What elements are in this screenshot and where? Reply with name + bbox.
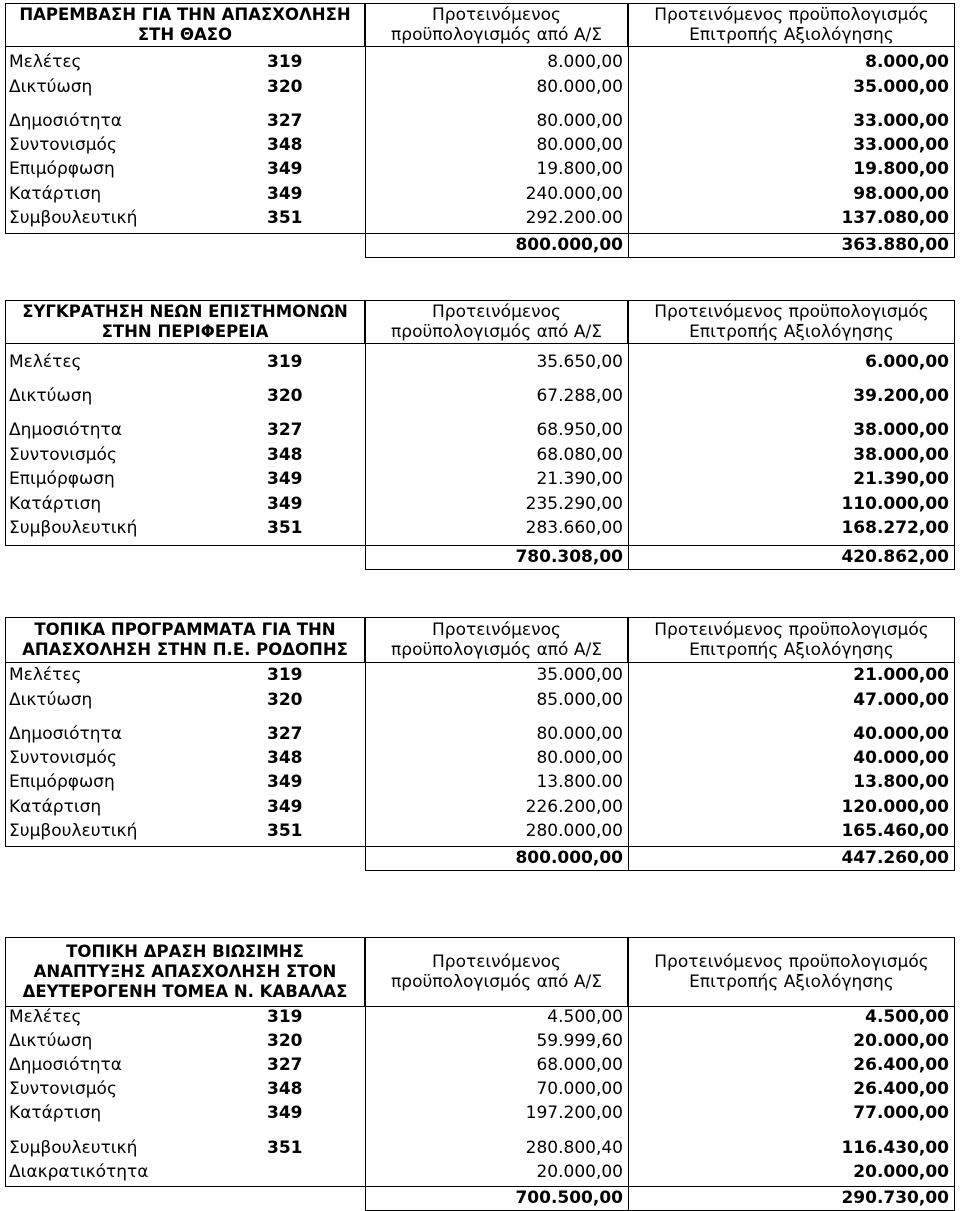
- row-committee-value: 77.000,00: [853, 1103, 949, 1123]
- row-committee-value: 20.000,00: [853, 1162, 949, 1182]
- row-code: 327: [267, 111, 303, 131]
- row-committee-value: 19.800,00: [853, 159, 949, 179]
- row-code: 349: [267, 772, 303, 792]
- table-row: [5, 1160, 955, 1184]
- row-code: 327: [267, 724, 303, 744]
- row-proposed-value: 35.650,00: [536, 352, 623, 372]
- total-proposed: 800.000,00: [515, 848, 623, 868]
- row-proposed-value: 19.800,00: [536, 159, 623, 179]
- col-committee-header-text: [654, 302, 928, 342]
- row-code: 320: [267, 386, 303, 406]
- col-committee-header: [628, 3, 955, 47]
- row-label: Μελέτες: [9, 665, 82, 685]
- row-committee-value: 40.000,00: [853, 724, 949, 744]
- row-code: 327: [267, 420, 303, 440]
- col-committee-header-text: [654, 952, 928, 992]
- row-committee-value: 33.000,00: [853, 135, 949, 155]
- section-title-text: [22, 620, 348, 660]
- col-proposed-header-line: προϋπολογισμός από Α/Σ: [391, 972, 602, 992]
- row-code: 320: [267, 690, 303, 710]
- row-proposed-value: 80.000,00: [536, 111, 623, 131]
- col-proposed-header-line: Προτεινόμενος: [432, 302, 561, 322]
- section-title-line: ΑΠΑΣΧΟΛΗΣΗ ΣΤΗΝ Π.Ε. ΡΟΔΟΠΗΣ: [22, 640, 348, 659]
- table-row: [5, 109, 955, 133]
- table-row: [5, 206, 955, 230]
- row-proposed-value: 13.800.00: [536, 772, 623, 792]
- col-proposed-header-text: [391, 952, 602, 992]
- row-committee-value: 137.080,00: [841, 208, 949, 228]
- row-proposed-value: 283.660,00: [525, 518, 623, 538]
- row-label: Συμβουλευτική: [9, 208, 138, 228]
- row-committee-value: 4.500,00: [865, 1007, 949, 1027]
- row-committee-value: 39.200,00: [853, 386, 949, 406]
- col-committee-header-line: Επιτροπής Αξιολόγησης: [689, 322, 894, 342]
- row-committee-value: 120.000,00: [841, 797, 949, 817]
- row-proposed-value: 68.950,00: [536, 420, 623, 440]
- col-committee-header-text: [654, 620, 928, 660]
- row-label: Μελέτες: [9, 52, 82, 72]
- total-committee: 290.730,00: [841, 1188, 949, 1208]
- section-title: [5, 3, 365, 47]
- row-committee-value: 35.000,00: [853, 77, 949, 97]
- table-row: [5, 50, 955, 74]
- row-code: 351: [267, 208, 303, 228]
- col-proposed-header-line: προϋπολογισμός από Α/Σ: [391, 322, 602, 342]
- table-row: [5, 75, 955, 99]
- row-committee-value: 8.000,00: [865, 52, 949, 72]
- col-proposed-header-text: [391, 5, 602, 45]
- row-proposed-value: 280.800,40: [525, 1138, 623, 1158]
- col-proposed-header-line: προϋπολογισμός από Α/Σ: [391, 25, 602, 45]
- row-code: 349: [267, 469, 303, 489]
- table-row: [5, 1136, 955, 1160]
- row-committee-value: 40.000,00: [853, 748, 949, 768]
- row-proposed-value: 68.080,00: [536, 445, 623, 465]
- table-border-right: [954, 1186, 955, 1210]
- table-row: [5, 157, 955, 181]
- row-label: Δικτύωση: [9, 386, 93, 406]
- row-committee-value: 33.000,00: [853, 111, 949, 131]
- row-code: 319: [267, 665, 303, 685]
- row-committee-value: 38.000,00: [853, 420, 949, 440]
- row-code: 320: [267, 77, 303, 97]
- col-proposed-header-line: Προτεινόμενος: [432, 952, 561, 972]
- row-proposed-value: 280.000,00: [525, 821, 623, 841]
- table-row: [5, 182, 955, 206]
- row-proposed-value: 59.999,60: [536, 1031, 623, 1051]
- row-proposed-value: 240.000,00: [525, 184, 623, 204]
- total-proposed: 800.000,00: [515, 235, 623, 255]
- total-committee: 447.260,00: [841, 848, 949, 868]
- section-title: [5, 937, 365, 1007]
- col-proposed-header-line: προϋπολογισμός από Α/Σ: [391, 640, 602, 660]
- row-code: 349: [267, 159, 303, 179]
- row-label: Κατάρτιση: [9, 1103, 102, 1123]
- section-title-line: ΣΥΓΚΡΑΤΗΣΗ ΝΕΩΝ ΕΠΙΣΤΗΜΟΝΩΝ: [22, 302, 348, 321]
- total-border-bottom: [365, 870, 955, 871]
- row-proposed-value: 85.000,00: [536, 690, 623, 710]
- row-label: Επιμόρφωση: [9, 469, 115, 489]
- row-code: 351: [267, 821, 303, 841]
- table-row: [5, 663, 955, 687]
- row-committee-value: 21.390,00: [853, 469, 949, 489]
- row-proposed-value: 80.000,00: [536, 748, 623, 768]
- table-row: [5, 1101, 955, 1125]
- row-label: Συντονισμός: [9, 748, 117, 768]
- col-committee-header-line: Επιτροπής Αξιολόγησης: [689, 25, 894, 45]
- table-row: [5, 418, 955, 442]
- col-committee-header-text: [654, 5, 928, 45]
- row-label: Διακρατικότητα: [9, 1162, 149, 1182]
- col-committee-header-line: Προτεινόμενος προϋπολογισμός: [654, 952, 929, 972]
- row-proposed-value: 68.000,00: [536, 1055, 623, 1075]
- row-code: 351: [267, 518, 303, 538]
- row-proposed-value: 235.290,00: [525, 494, 623, 514]
- table-row: [5, 384, 955, 408]
- total-border-bottom: [365, 257, 955, 258]
- row-code: 319: [267, 352, 303, 372]
- table-row: [5, 1077, 955, 1101]
- row-committee-value: 26.400,00: [853, 1055, 949, 1075]
- row-committee-value: 26.400,00: [853, 1079, 949, 1099]
- table-row: [5, 516, 955, 540]
- row-label: Συμβουλευτική: [9, 518, 138, 538]
- row-committee-value: 20.000,00: [853, 1031, 949, 1051]
- total-border-bottom: [365, 569, 955, 570]
- col-proposed-header: [365, 617, 628, 663]
- row-label: Δικτύωση: [9, 690, 93, 710]
- col-proposed-header: [365, 937, 628, 1007]
- row-committee-value: 6.000,00: [865, 352, 949, 372]
- section-title-text: [19, 5, 350, 45]
- col-proposed-header: [365, 300, 628, 344]
- table-row: [5, 492, 955, 516]
- row-committee-value: 168.272,00: [841, 518, 949, 538]
- row-committee-value: 116.430,00: [841, 1138, 949, 1158]
- row-proposed-value: 35.000,00: [536, 665, 623, 685]
- col-committee-header-line: Προτεινόμενος προϋπολογισμός: [654, 302, 929, 322]
- row-label: Συμβουλευτική: [9, 1138, 138, 1158]
- table-row: [5, 350, 955, 374]
- row-code: 348: [267, 135, 303, 155]
- row-proposed-value: 4.500,00: [547, 1007, 623, 1027]
- row-committee-value: 110.000,00: [841, 494, 949, 514]
- row-proposed-value: 226.200,00: [525, 797, 623, 817]
- col-proposed-header-line: Προτεινόμενος: [432, 5, 561, 25]
- table-border-right: [954, 846, 955, 870]
- col-committee-header-line: Προτεινόμενος προϋπολογισμός: [654, 5, 929, 25]
- row-label: Συντονισμός: [9, 135, 117, 155]
- col-proposed-header-text: [391, 620, 602, 660]
- row-committee-value: 13.800,00: [853, 772, 949, 792]
- row-proposed-value: 67.288,00: [536, 386, 623, 406]
- table-row: [5, 443, 955, 467]
- col-proposed-header: [365, 3, 628, 47]
- row-code: 348: [267, 1079, 303, 1099]
- section-title-line: ΣΤΗΝ ΠΕΡΙΦΕΡΕΙΑ: [101, 322, 269, 341]
- row-label: Δημοσιότητα: [9, 111, 122, 131]
- row-code: 348: [267, 748, 303, 768]
- col-committee-header: [628, 300, 955, 344]
- col-proposed-header-text: [391, 302, 602, 342]
- table-border-right: [954, 233, 955, 257]
- col-committee-header-line: Επιτροπής Αξιολόγησης: [689, 640, 894, 660]
- row-proposed-value: 21.390,00: [536, 469, 623, 489]
- row-label: Δημοσιότητα: [9, 724, 122, 744]
- row-proposed-value: 8.000,00: [547, 52, 623, 72]
- table-row: [5, 795, 955, 819]
- col-committee-header-line: Επιτροπής Αξιολόγησης: [689, 972, 894, 992]
- section-title-line: ΔΕΥΤΕΡΟΓΕΝΗ ΤΟΜΕΑ Ν. ΚΑΒΑΛΑΣ: [22, 982, 348, 1001]
- table-row: [5, 746, 955, 770]
- section-title-line: ΠΑΡΕΜΒΑΣΗ ΓΙΑ ΤΗΝ ΑΠΑΣΧΟΛΗΣΗ: [19, 5, 351, 24]
- row-label: Συντονισμός: [9, 1079, 117, 1099]
- row-label: Μελέτες: [9, 1007, 82, 1027]
- row-code: 320: [267, 1031, 303, 1051]
- table-row: [5, 722, 955, 746]
- row-label: Κατάρτιση: [9, 184, 102, 204]
- table-row: [5, 1005, 955, 1029]
- row-committee-value: 165.460,00: [841, 821, 949, 841]
- row-label: Επιμόρφωση: [9, 772, 115, 792]
- table-row: [5, 133, 955, 157]
- row-code: 349: [267, 184, 303, 204]
- row-label: Συμβουλευτική: [9, 821, 138, 841]
- row-code: 351: [267, 1138, 303, 1158]
- row-label: Συντονισμός: [9, 445, 117, 465]
- section-title-text: [22, 302, 348, 342]
- row-label: Δημοσιότητα: [9, 420, 122, 440]
- row-code: 349: [267, 1103, 303, 1123]
- row-committee-value: 47.000,00: [853, 690, 949, 710]
- section-title-line: ΣΤΗ ΘΑΣΟ: [137, 25, 233, 44]
- row-committee-value: 98.000,00: [853, 184, 949, 204]
- row-label: Κατάρτιση: [9, 494, 102, 514]
- col-committee-header: [628, 937, 955, 1007]
- table-row: [5, 467, 955, 491]
- row-label: Δικτύωση: [9, 1031, 93, 1051]
- table-row: [5, 688, 955, 712]
- row-committee-value: 21.000,00: [853, 665, 949, 685]
- row-label: Δημοσιότητα: [9, 1055, 122, 1075]
- table-row: [5, 770, 955, 794]
- row-code: 327: [267, 1055, 303, 1075]
- row-code: 319: [267, 1007, 303, 1027]
- section-title: [5, 617, 365, 663]
- row-committee-value: 38.000,00: [853, 445, 949, 465]
- col-proposed-header-line: Προτεινόμενος: [432, 620, 561, 640]
- row-label: Επιμόρφωση: [9, 159, 115, 179]
- section-title-line: ΤΟΠΙΚΑ ΠΡΟΓΡΑΜΜΑΤΑ ΓΙΑ ΤΗΝ: [34, 620, 336, 639]
- row-proposed-value: 80.000,00: [536, 724, 623, 744]
- row-proposed-value: 20.000,00: [536, 1162, 623, 1182]
- section-title: [5, 300, 365, 344]
- table-row: [5, 1029, 955, 1053]
- section-title-line: ΤΟΠΙΚΗ ΔΡΑΣΗ ΒΙΩΣΙΜΗΣ: [66, 942, 304, 961]
- row-code: 349: [267, 797, 303, 817]
- row-proposed-value: 292.200.00: [525, 208, 623, 228]
- row-proposed-value: 80.000,00: [536, 135, 623, 155]
- row-label: Μελέτες: [9, 352, 82, 372]
- row-code: 319: [267, 52, 303, 72]
- row-code: 348: [267, 445, 303, 465]
- row-proposed-value: 80.000,00: [536, 77, 623, 97]
- row-label: Κατάρτιση: [9, 797, 102, 817]
- row-proposed-value: 197.200,00: [525, 1103, 623, 1123]
- table-row: [5, 1053, 955, 1077]
- col-committee-header: [628, 617, 955, 663]
- col-committee-header-line: Προτεινόμενος προϋπολογισμός: [654, 620, 929, 640]
- total-proposed: 780.308,00: [515, 547, 623, 567]
- total-proposed: 700.500,00: [515, 1188, 623, 1208]
- table-border-right: [954, 545, 955, 569]
- total-committee: 363.880,00: [841, 235, 949, 255]
- table-row: [5, 819, 955, 843]
- section-title-line: ΑΝΑΠΤΥΞΗΣ ΑΠΑΣΧΟΛΗΣΗ ΣΤΟΝ: [33, 962, 337, 981]
- row-label: Δικτύωση: [9, 77, 93, 97]
- row-proposed-value: 70.000,00: [536, 1079, 623, 1099]
- row-code: 349: [267, 494, 303, 514]
- total-committee: 420.862,00: [841, 547, 949, 567]
- section-title-text: [23, 942, 348, 1002]
